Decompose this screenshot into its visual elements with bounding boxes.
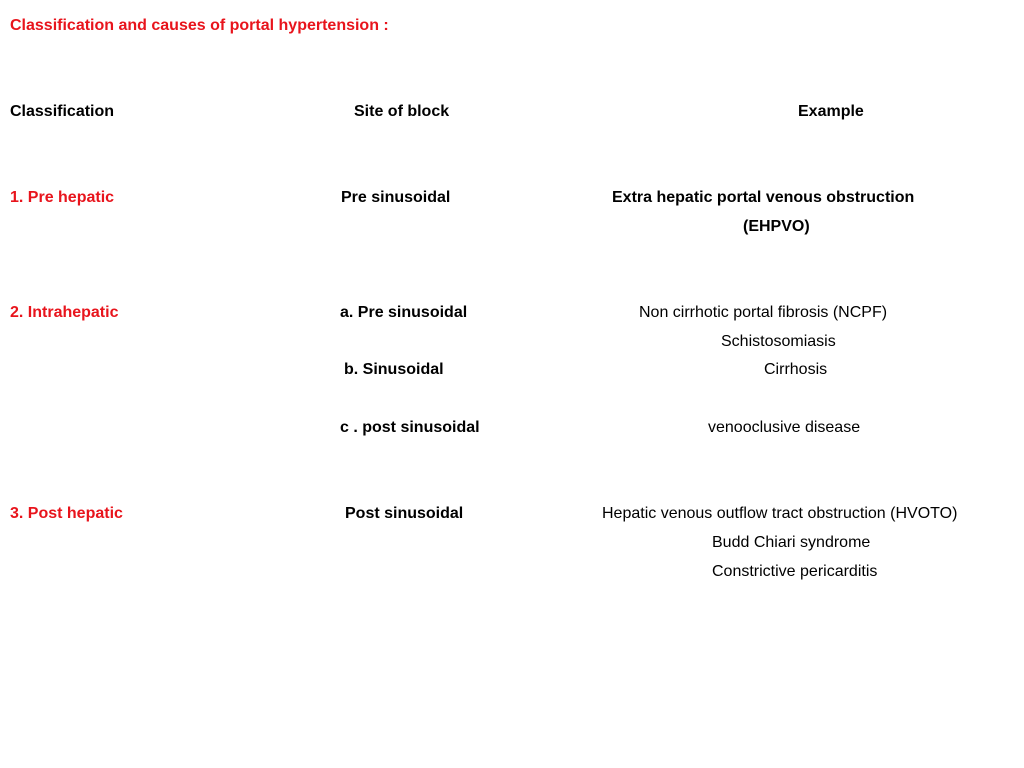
row-example: Schistosomiasis — [721, 333, 836, 350]
header-example: Example — [798, 103, 864, 120]
row-site: Post sinusoidal — [345, 505, 464, 522]
header-site-of-block: Site of block — [354, 103, 450, 120]
row-example: (EHPVO) — [743, 218, 810, 235]
row-site: a. Pre sinusoidal — [340, 304, 468, 321]
row-example: Cirrhosis — [764, 361, 828, 378]
row-example: Hepatic venous outflow tract obstruction (HVOTO) — [602, 505, 958, 522]
row-classification-intrahepatic: 2. Intrahepatic — [10, 304, 119, 321]
header-classification: Classification — [10, 103, 115, 120]
row-example: Extra hepatic portal venous obstruction — [612, 189, 915, 206]
row-site: Pre sinusoidal — [341, 189, 451, 206]
page-title: Classification and causes of portal hypertension : — [10, 17, 389, 34]
row-site: b. Sinusoidal — [344, 361, 444, 378]
row-classification-pre-hepatic: 1. Pre hepatic — [10, 189, 115, 206]
row-example: Constrictive pericarditis — [712, 563, 878, 580]
row-example: venooclusive disease — [708, 419, 861, 436]
row-example: Non cirrhotic portal fibrosis (NCPF) — [639, 304, 888, 321]
row-example: Budd Chiari syndrome — [712, 534, 871, 551]
row-classification-post-hepatic: 3. Post hepatic — [10, 505, 123, 522]
row-site: c . post sinusoidal — [340, 419, 480, 436]
